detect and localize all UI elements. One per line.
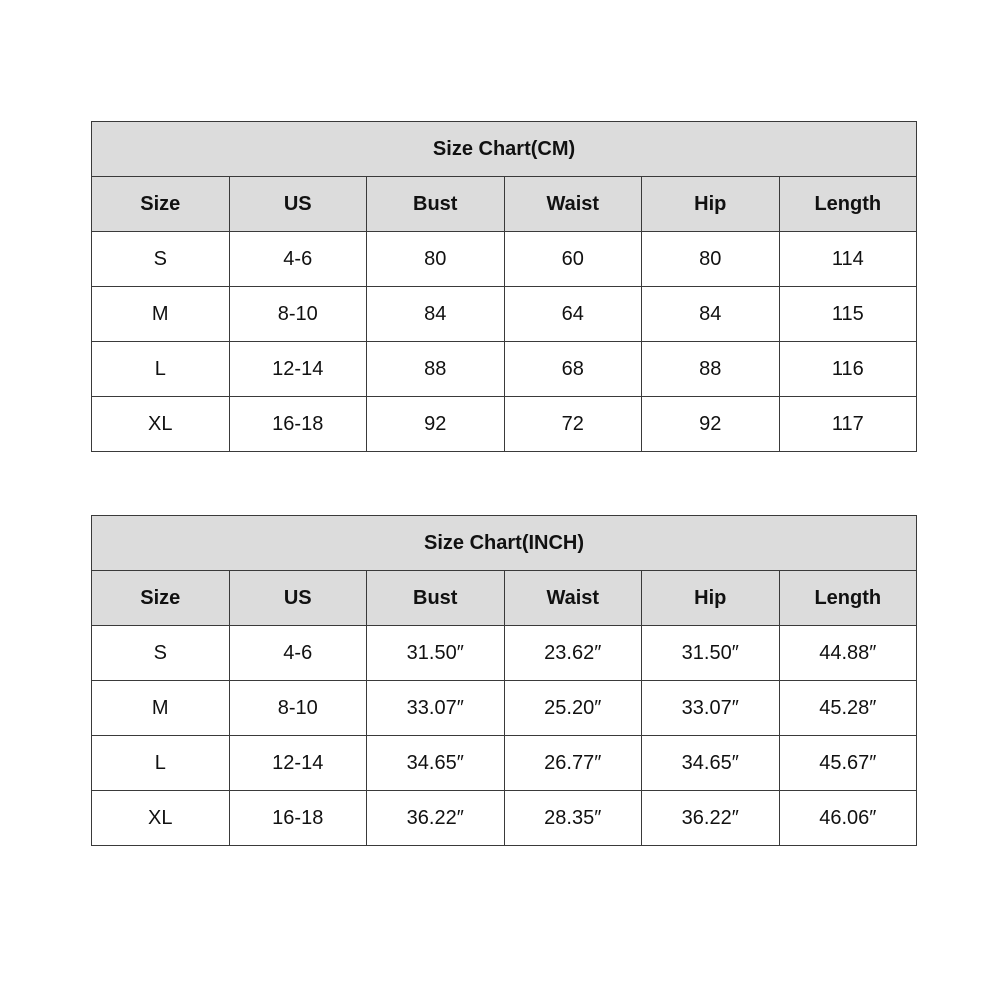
table-cell: 4-6 [229, 232, 367, 287]
table-cell: 92 [642, 397, 780, 452]
column-header-waist: Waist [504, 571, 642, 626]
table-cell: 34.65″ [367, 736, 505, 791]
table-cell: M [92, 287, 230, 342]
table-cell: 80 [642, 232, 780, 287]
table-row [92, 342, 917, 397]
table-cell: 45.28″ [779, 681, 917, 736]
table-cell: 8-10 [229, 287, 367, 342]
table-cell: 60 [504, 232, 642, 287]
table-cell: 64 [504, 287, 642, 342]
table-cell: L [92, 736, 230, 791]
table-cell: 36.22″ [642, 791, 780, 846]
table-row [92, 626, 917, 681]
table-header-row [92, 571, 917, 626]
table-cell: 23.62″ [504, 626, 642, 681]
column-header-length: Length [779, 177, 917, 232]
table-cell: 72 [504, 397, 642, 452]
table-cell: 16-18 [229, 397, 367, 452]
table-row [92, 397, 917, 452]
column-header-us: US [229, 571, 367, 626]
table-cell: 12-14 [229, 736, 367, 791]
table-cell: S [92, 626, 230, 681]
size-chart-cm-table [91, 121, 917, 452]
table-cell: 34.65″ [642, 736, 780, 791]
table-cell: 4-6 [229, 626, 367, 681]
column-header-bust: Bust [367, 177, 505, 232]
column-header-length: Length [779, 571, 917, 626]
table-title: Size Chart(CM) [92, 122, 917, 177]
table-row [92, 791, 917, 846]
table-cell: 16-18 [229, 791, 367, 846]
table-cell: 31.50″ [367, 626, 505, 681]
table-cell: 117 [779, 397, 917, 452]
table-cell: 33.07″ [367, 681, 505, 736]
table-row [92, 287, 917, 342]
table-cell: 36.22″ [367, 791, 505, 846]
table-cell: 33.07″ [642, 681, 780, 736]
table-title-row [92, 516, 917, 571]
column-header-hip: Hip [642, 571, 780, 626]
table-cell: XL [92, 397, 230, 452]
table-cell: M [92, 681, 230, 736]
table-cell: 8-10 [229, 681, 367, 736]
table-cell: 68 [504, 342, 642, 397]
table-cell: 88 [642, 342, 780, 397]
table-cell: S [92, 232, 230, 287]
table-cell: 45.67″ [779, 736, 917, 791]
column-header-hip: Hip [642, 177, 780, 232]
column-header-bust: Bust [367, 571, 505, 626]
table-cell: 84 [367, 287, 505, 342]
table-cell: 31.50″ [642, 626, 780, 681]
table-title-row [92, 122, 917, 177]
table-cell: 80 [367, 232, 505, 287]
table-cell: 44.88″ [779, 626, 917, 681]
table-cell: 88 [367, 342, 505, 397]
table-cell: 46.06″ [779, 791, 917, 846]
table-cell: 12-14 [229, 342, 367, 397]
table-cell: XL [92, 791, 230, 846]
table-cell: L [92, 342, 230, 397]
table-cell: 116 [779, 342, 917, 397]
table-cell: 84 [642, 287, 780, 342]
column-header-us: US [229, 177, 367, 232]
column-header-size: Size [92, 571, 230, 626]
table-cell: 115 [779, 287, 917, 342]
size-chart-inch-table [91, 515, 917, 846]
column-header-size: Size [92, 177, 230, 232]
table-cell: 114 [779, 232, 917, 287]
table-row [92, 736, 917, 791]
table-row [92, 681, 917, 736]
table-cell: 28.35″ [504, 791, 642, 846]
column-header-waist: Waist [504, 177, 642, 232]
table-header-row [92, 177, 917, 232]
table-cell: 25.20″ [504, 681, 642, 736]
table-cell: 26.77″ [504, 736, 642, 791]
table-cell: 92 [367, 397, 505, 452]
table-row [92, 232, 917, 287]
table-title: Size Chart(INCH) [92, 516, 917, 571]
